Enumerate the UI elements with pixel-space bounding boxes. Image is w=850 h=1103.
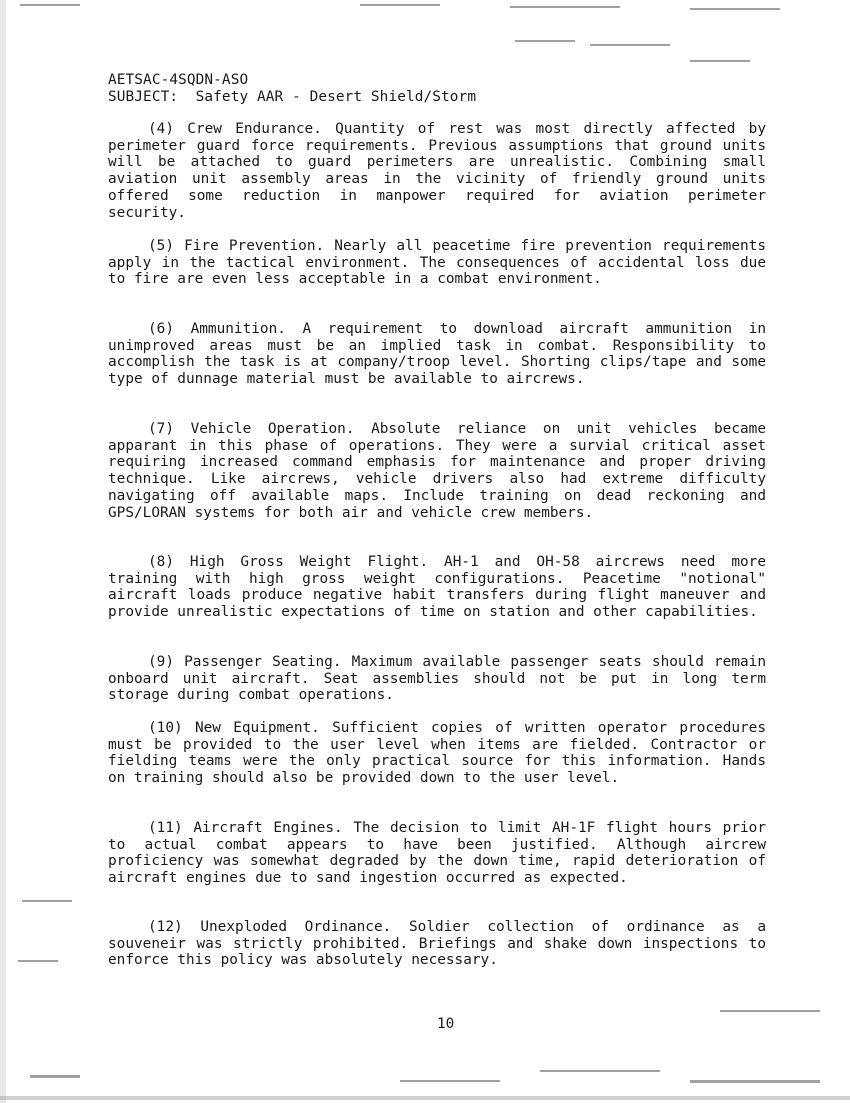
paragraph-text: Absolute reliance on unit vehicles became apparant in this phase of operations. They were a survial critical asset requiring increased command emphasis for maintenance and proper driving technique. Like aircrews, vehicle drivers also had extreme difficulty navigating off available maps. Include training on dead reckoning and GPS/LORAN systems for both air and vehicle crew members. (108, 421, 766, 521)
paragraph-title: Ammunition. (190, 321, 286, 337)
page-number: 10 (437, 1016, 455, 1032)
paragraph-number: (9) (148, 654, 174, 670)
paragraph-text: Nearly all peacetime fire prevention requirements apply in the tactical environment. The consequences of accidental loss due to fire are even less acceptable in a combat environment. (108, 238, 766, 288)
paragraph-number: (11) (148, 820, 183, 836)
paragraph-number: (4) (148, 121, 174, 137)
paragraph-5 (108, 238, 766, 288)
paragraph-title: Fire Prevention. (184, 238, 325, 254)
paragraph-4 (108, 121, 766, 221)
paragraph-title: New Equipment. (194, 720, 320, 736)
paragraph-text: Maximum available passenger seats should remain onboard unit aircraft. Seat assemblies should not be put in long term storage during combat operations. (108, 654, 766, 704)
paragraph-number: (10) (148, 720, 183, 736)
paragraph-text: AH-1 and OH-58 aircrews need more training with high gross weight configurations. Peacetime "notional" aircraft loads produce negative habit transfers during flight maneuver and provide unrealistic expectations of time on station and other capabilities. (108, 554, 767, 621)
paragraph-text: Soldier collection of ordinance as a souveneir was strictly prohibited. Briefings and shake down inspections to enforce this policy was absolutely necessary. (108, 919, 766, 969)
paragraph-title: Aircraft Engines. (193, 820, 343, 836)
paragraph-text: A requirement to download aircraft ammunition in unimproved areas must be an implied task in combat. Responsibility to accomplish the task is at company/troop level. Shorting clips/tape and some type of dunnage material must be available to aircrews. (108, 321, 766, 388)
paragraph-11 (108, 820, 766, 887)
paragraph-number: (12) (148, 919, 183, 935)
paragraph-text: The decision to limit AH-1F flight hours prior to actual combat appears to have been justified. Although aircrew proficiency was somewhat degraded by the down time, rapid deterioration of aircraft engines due to sand ingestion occurred as expected. (108, 820, 766, 887)
paragraph-number: (8) (148, 554, 174, 570)
paragraph-number: (5) (148, 238, 174, 254)
paragraph-6 (108, 321, 766, 388)
paragraph-title: Unexploded Ordinance. (200, 919, 392, 935)
paragraph-10 (108, 720, 766, 787)
paragraph-text: Sufficient copies of written operator procedures must be provided to the user level when items are fielded. Contractor or fielding teams were the only practical source for this information. Hands on training should also be provided down to the user level. (108, 720, 767, 787)
paragraph-7 (108, 421, 766, 521)
office-symbol: AETSAC-4SQDN-ASO (108, 72, 249, 88)
paragraph-title: Passenger Seating. (184, 654, 342, 670)
paragraph-8 (108, 554, 766, 621)
paragraph-number: (7) (148, 421, 174, 437)
subject-line: SUBJECT: Safety AAR - Desert Shield/Storm (108, 89, 477, 105)
paragraph-number: (6) (148, 321, 174, 337)
paragraph-9 (108, 654, 766, 704)
paragraph-12 (108, 919, 766, 969)
paragraph-title: High Gross Weight Flight. (189, 554, 429, 570)
paragraph-text: Quantity of rest was most directly affected by perimeter guard force requirements. Previous assumptions that ground units will be attached to guard perimeters are unrealistic. Combining small aviation unit assembly areas in the vicinity of friendly ground units offered some reduction in manpower required for aviation perimeter security. (108, 121, 766, 221)
paragraph-title: Crew Endurance. (187, 121, 322, 137)
paragraph-title: Vehicle Operation. (190, 421, 355, 437)
memo-header (108, 72, 476, 106)
